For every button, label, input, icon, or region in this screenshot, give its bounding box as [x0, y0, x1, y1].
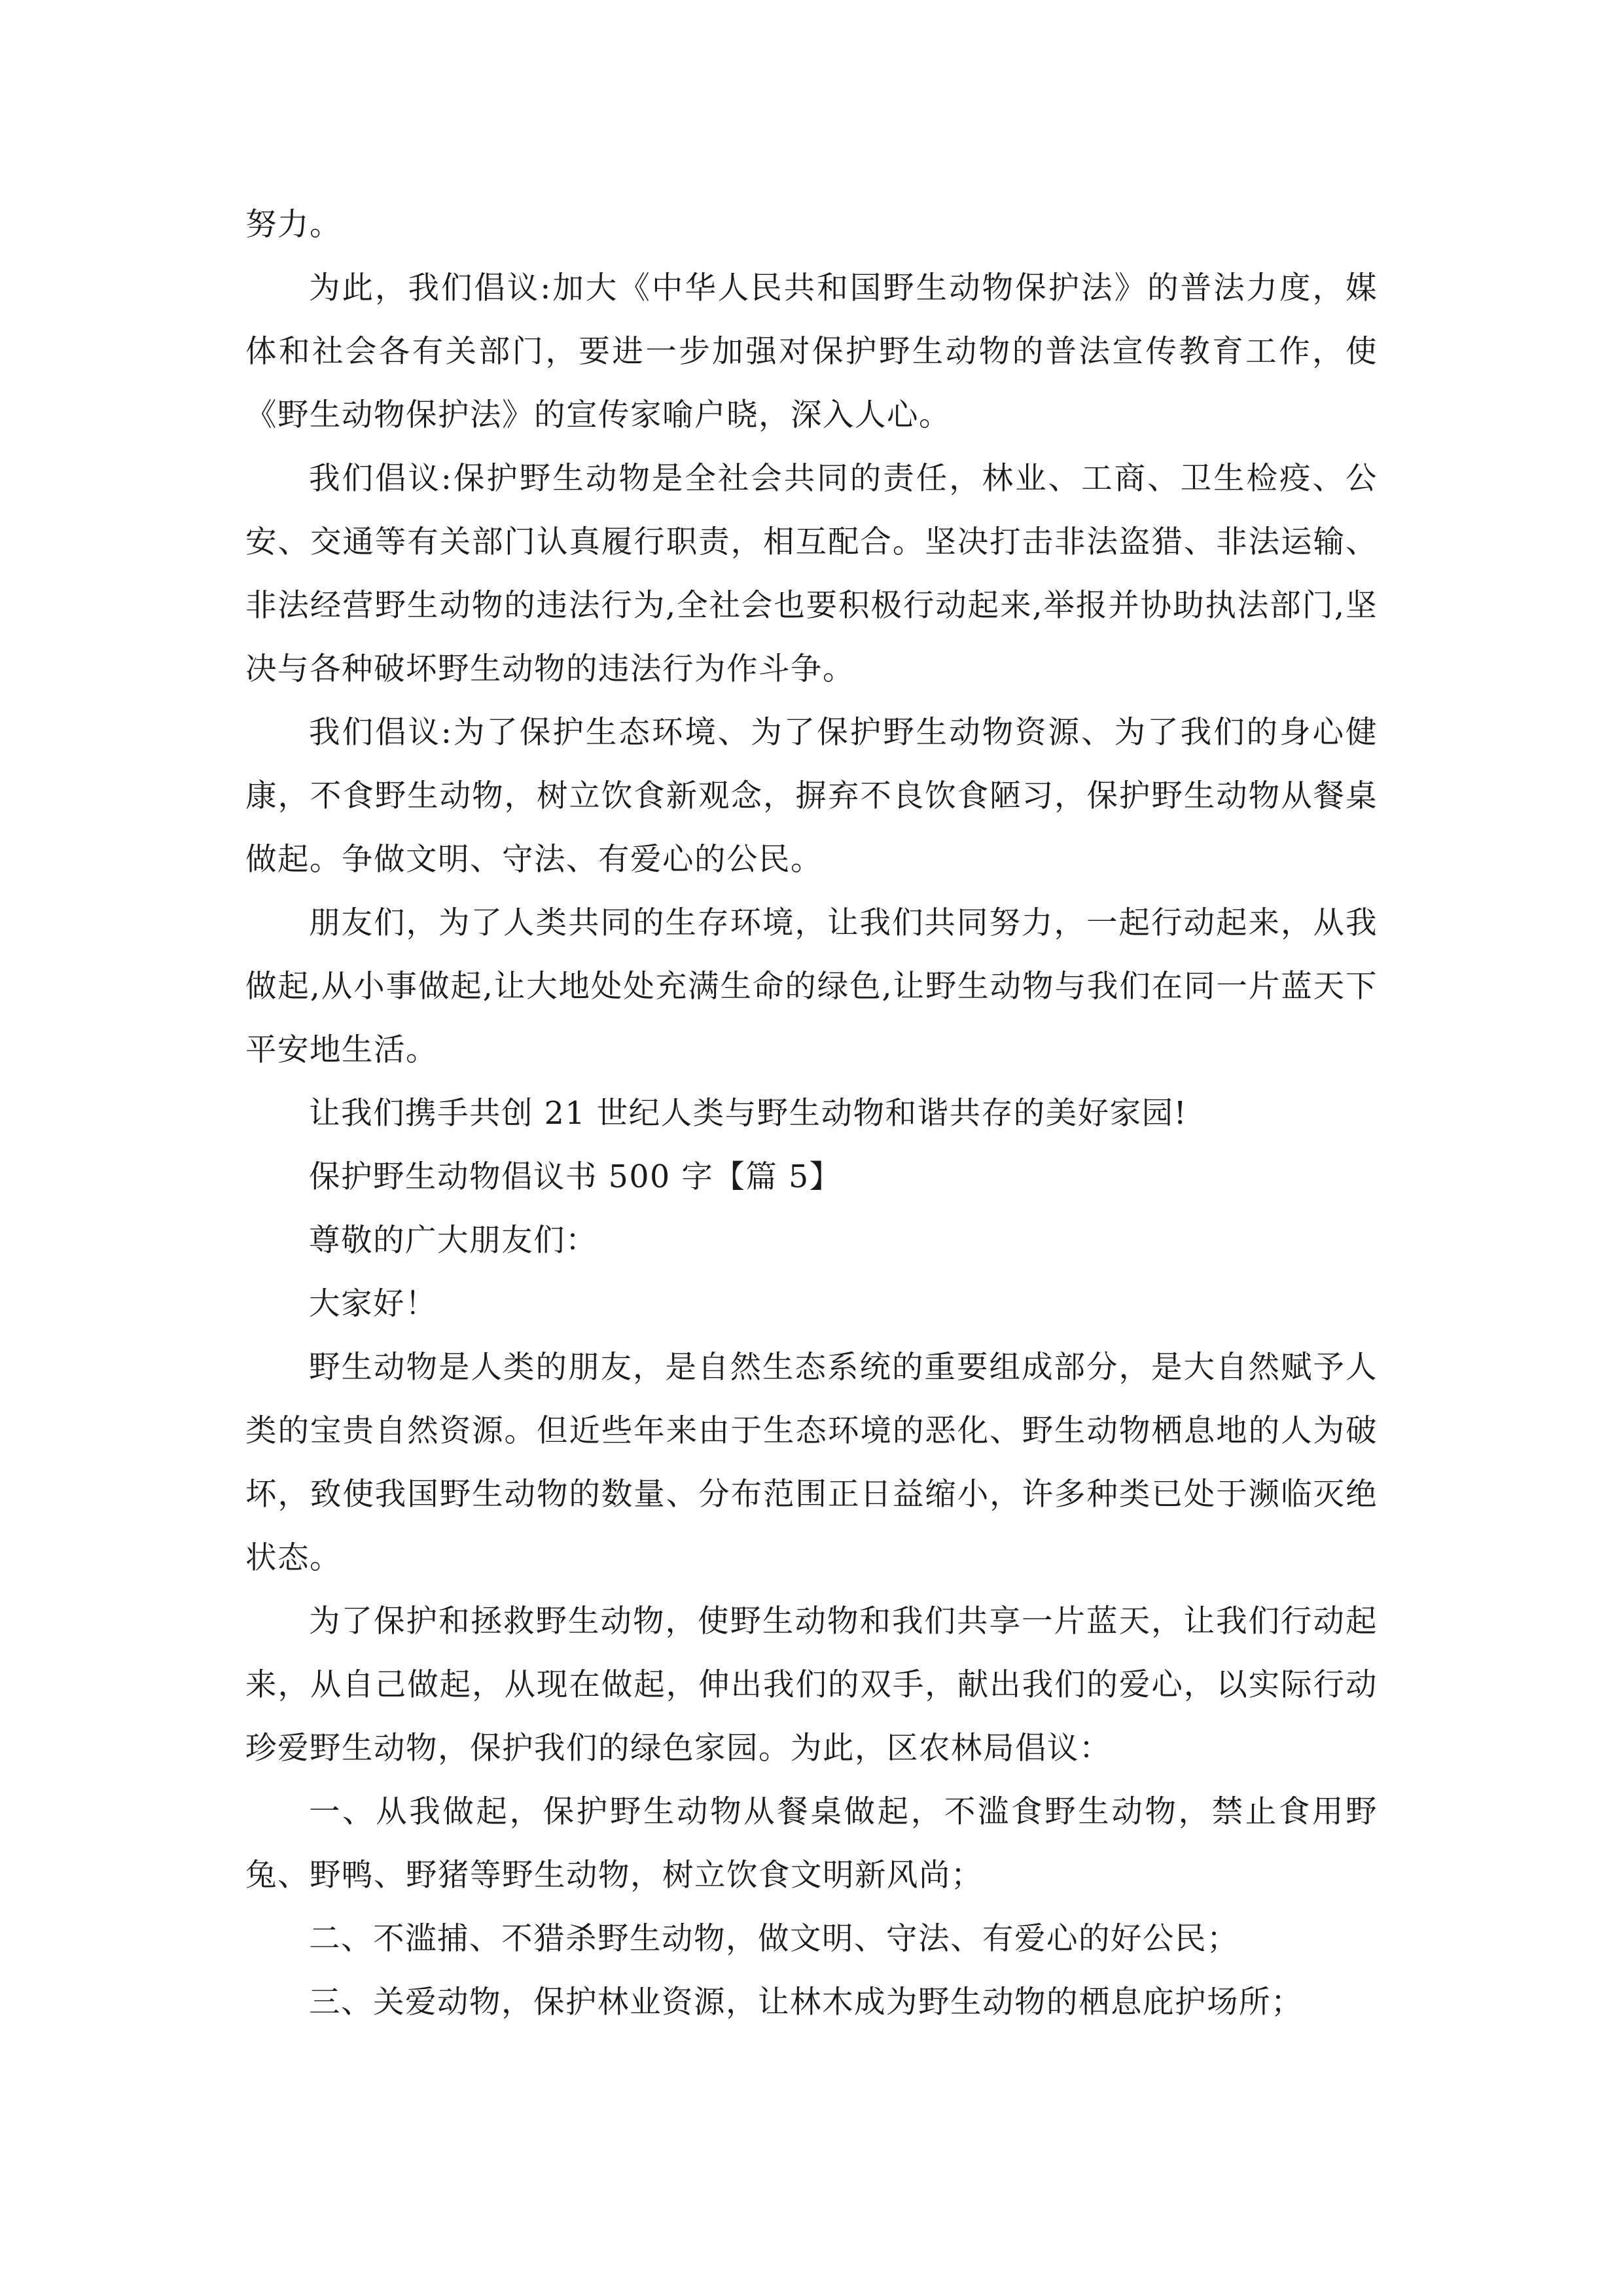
document-body [245, 193, 1378, 2034]
paragraph: 为此，我们倡议:加大《中华人民共和国野生动物保护法》的普法力度，媒体和社会各有关部门，要进一步加强对保护野生动物的普法宣传教育工作，使《野生动物保护法》的宣传家喻户晓，深入人心。 [245, 270, 1378, 433]
paragraph: 努力。 [245, 207, 342, 243]
section-heading: 保护野生动物倡议书 500 字【篇 5】 [309, 1159, 842, 1195]
list-item: 二、不滥捕、不猎杀野生动物，做文明、守法、有爱心的好公民； [309, 1921, 1239, 1957]
paragraph: 野生动物是人类的朋友，是自然生态系统的重要组成部分，是大自然赋予人类的宝贵自然资源。但近些年来由于生态环境的恶化、野生动物栖息地的人为破坏，致使我国野生动物的数量、分布范围正日益缩小，许多种类已处于濒临灭绝状态。 [245, 1350, 1378, 1576]
paragraph: 我们倡议:保护野生动物是全社会共同的责任，林业、工商、卫生检疫、公安、交通等有关部门认真履行职责，相互配合。坚决打击非法盗猎、非法运输、非法经营野生动物的违法行为,全社会也要积极行动起来,举报并协助执法部门,坚决与各种破坏野生动物的违法行为作斗争。 [245, 461, 1378, 687]
paragraph: 朋友们，为了人类共同的生存环境，让我们共同努力，一起行动起来，从我做起,从小事做起,让大地处处充满生命的绿色,让野生动物与我们在同一片蓝天下平安地生活。 [245, 905, 1378, 1068]
salutation: 尊敬的广大朋友们： [309, 1223, 597, 1259]
paragraph: 为了保护和拯救野生动物，使野生动物和我们共享一片蓝天，让我们行动起来，从自己做起，从现在做起，伸出我们的双手，献出我们的爱心，以实际行动珍爱野生动物，保护我们的绿色家园。为此，区农林局倡议： [245, 1604, 1378, 1767]
list-item: 三、关爱动物，保护林业资源，让林木成为野生动物的栖息庇护场所； [309, 1984, 1303, 2020]
paragraph: 我们倡议:为了保护生态环境、为了保护野生动物资源、为了我们的身心健康，不食野生动物，树立饮食新观念，摒弃不良饮食陋习，保护野生动物从餐桌做起。争做文明、守法、有爱心的公民。 [245, 715, 1378, 878]
paragraph: 让我们携手共创 21 世纪人类与野生动物和谐共存的美好家园! [309, 1096, 1188, 1132]
greeting: 大家好！ [309, 1286, 437, 1322]
list-item: 一、从我做起，保护野生动物从餐桌做起，不滥食野生动物，禁止食用野兔、野鸭、野猪等野生动物，树立饮食文明新风尚； [245, 1794, 1378, 1893]
